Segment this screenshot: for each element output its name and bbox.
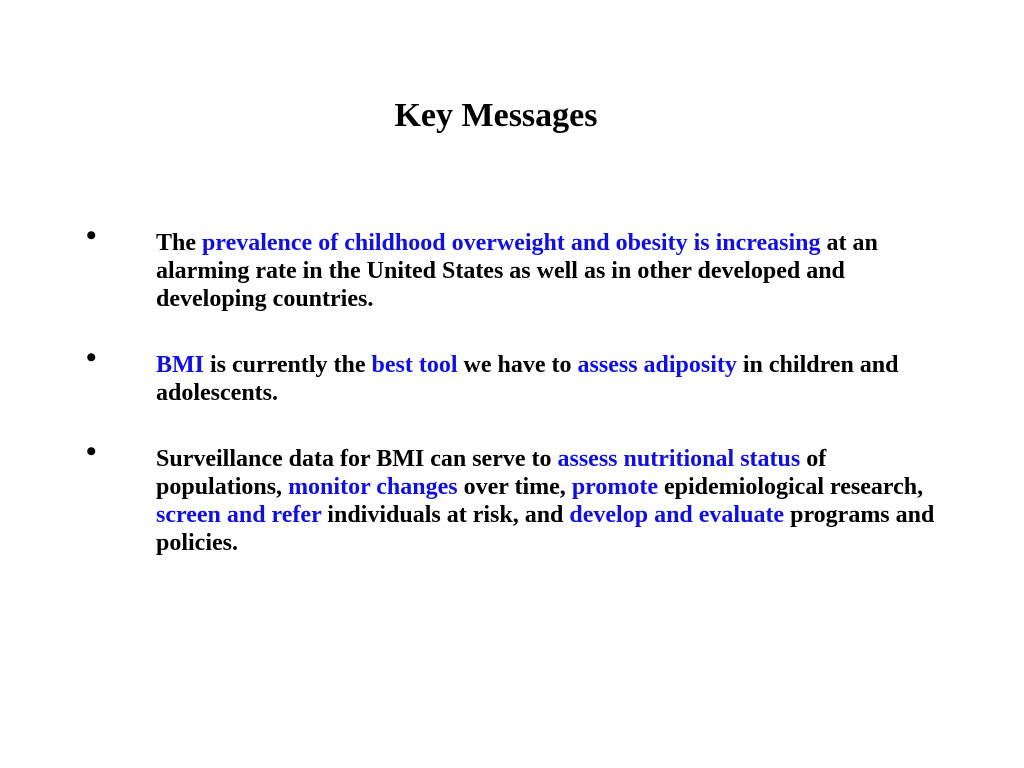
highlight-phrase: assess nutritional status	[557, 446, 801, 472]
bullet-text-segment: we have to	[457, 352, 578, 378]
bullet-text-segment: is currently the	[204, 352, 372, 378]
bullet-text	[156, 351, 936, 407]
bullet-text-segment: individuals at risk, and	[321, 502, 570, 528]
bullet-text	[156, 229, 936, 313]
highlight-phrase: promote	[571, 474, 659, 500]
bullet-dot-icon: •	[86, 435, 97, 468]
slide-title: Key Messages	[394, 97, 598, 134]
bullet-dot-icon: •	[86, 219, 97, 252]
bullet-dot-icon: •	[86, 341, 97, 374]
highlight-phrase: develop and evaluate	[569, 502, 785, 528]
bullet-text-segment: of populations,	[156, 446, 827, 500]
bullet-text-segment: at an alarming rate in the United States as well as in other developed and developing countries.	[156, 230, 878, 312]
bullet-text	[156, 445, 936, 557]
highlight-phrase: assess adiposity	[577, 352, 737, 378]
highlight-phrase: screen and refer	[156, 502, 322, 528]
highlight-phrase: prevalence of childhood overweight and obesity is increasing	[202, 230, 821, 256]
bullet-text-segment: in children and adolescents.	[156, 352, 899, 406]
bullet-text-segment: over time,	[457, 474, 572, 500]
bullet-text-segment: Surveillance data for BMI can serve to	[156, 446, 558, 472]
highlight-phrase: best tool	[371, 352, 458, 378]
bullet-text-segment: The	[156, 230, 203, 256]
highlight-phrase: BMI	[156, 352, 204, 378]
bullet-text-segment: programs and policies.	[156, 502, 935, 556]
highlight-phrase: monitor changes	[288, 474, 458, 500]
bullet-text-segment: epidemiological research,	[658, 474, 924, 500]
